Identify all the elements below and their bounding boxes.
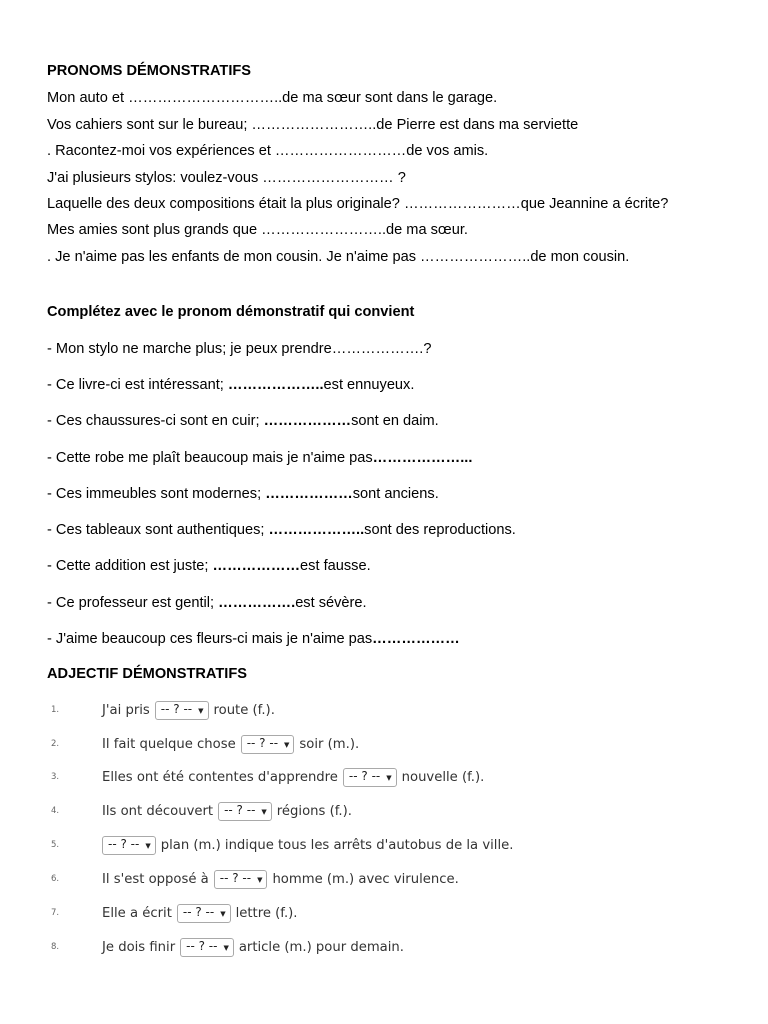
answer-blank: ……………. bbox=[218, 595, 296, 611]
item-text-after: lettre (f.). bbox=[235, 905, 298, 921]
section-title-adjectif: ADJECTIF DÉMONSTRATIFS bbox=[47, 666, 247, 682]
item-number: 7. bbox=[51, 908, 60, 918]
dropdown-arrow-icon: ▼ bbox=[261, 807, 267, 816]
demonstrative-select[interactable] bbox=[214, 870, 268, 889]
item-number: 4. bbox=[51, 806, 60, 816]
demonstrative-select[interactable] bbox=[180, 938, 234, 957]
exercise-line bbox=[47, 449, 472, 467]
dropdown-arrow-icon: ▼ bbox=[223, 943, 229, 952]
item-number: 1. bbox=[51, 705, 60, 715]
exercise-line: Vos cahiers sont sur le bureau; ……………………..de Pierre est dans ma serviette bbox=[47, 117, 579, 133]
exercise-text: sont anciens. bbox=[352, 486, 439, 502]
item-text-before: Il fait quelque chose bbox=[102, 736, 236, 752]
item-text-after: homme (m.) avec virulence. bbox=[272, 871, 459, 887]
demonstrative-select[interactable] bbox=[241, 735, 295, 754]
dropdown-arrow-icon: ▼ bbox=[220, 909, 226, 918]
exercise-line bbox=[47, 630, 460, 648]
select-value: -- ? -- bbox=[224, 802, 256, 817]
exercise-line: Laquelle des deux compositions était la plus originale? ……………………que Jeannine a écrite? bbox=[47, 196, 669, 212]
item-number: 8. bbox=[51, 942, 60, 952]
exercise-line bbox=[47, 340, 431, 358]
exercise-line bbox=[47, 485, 439, 503]
exercise-line: Mon auto et …………………………..de ma sœur sont dans le garage. bbox=[47, 90, 498, 106]
exercise-line: . Je n'aime pas les enfants de mon cousin. Je n'aime pas …………………..de mon cousin. bbox=[47, 249, 630, 265]
exercise-line bbox=[47, 557, 371, 575]
demonstrative-select[interactable] bbox=[218, 802, 272, 821]
select-value: -- ? -- bbox=[182, 904, 215, 919]
answer-blank: ……………… bbox=[212, 558, 301, 574]
exercise-text: est fausse. bbox=[300, 558, 371, 574]
dropdown-arrow-icon: ▼ bbox=[257, 875, 263, 884]
exercise-text: - J'aime beaucoup ces fleurs-ci mais je n'aime pas bbox=[47, 631, 373, 647]
item-text-before: Il s'est opposé à bbox=[102, 871, 209, 887]
item-text-before: J'ai pris bbox=[102, 702, 150, 718]
item-number: 5. bbox=[51, 840, 60, 850]
exercise-text: - Ces immeubles sont modernes; bbox=[47, 486, 266, 502]
exercise-line: Mes amies sont plus grands que ……………………..de ma sœur. bbox=[47, 222, 468, 238]
select-value: -- ? -- bbox=[219, 870, 252, 885]
item-text-after: nouvelle (f.). bbox=[401, 769, 485, 785]
exercise-line bbox=[47, 521, 516, 539]
exercise-line bbox=[47, 594, 367, 612]
exercise-text: sont des reproductions. bbox=[364, 522, 516, 538]
exercise-text: est sévère. bbox=[295, 595, 367, 611]
select-value: -- ? -- bbox=[160, 701, 193, 716]
exercise-text: - Ce livre-ci est intéressant; bbox=[47, 377, 228, 393]
item-text-after: soir (m.). bbox=[299, 736, 360, 752]
item-text-after: route (f.). bbox=[213, 702, 275, 718]
demonstrative-select[interactable] bbox=[102, 836, 156, 855]
demonstrative-select[interactable] bbox=[155, 701, 209, 720]
exercise-line bbox=[47, 412, 439, 430]
answer-blank: ……………….. bbox=[268, 522, 365, 538]
exercise-text: - Ce professeur est gentil; bbox=[47, 595, 219, 611]
item-text-before: Elle a écrit bbox=[102, 905, 172, 921]
item-text-after: plan (m.) indique tous les arrêts d'autobus de la ville. bbox=[160, 837, 514, 853]
dropdown-arrow-icon: ▼ bbox=[284, 740, 290, 749]
dropdown-arrow-icon: ▼ bbox=[145, 841, 151, 850]
exercise-line bbox=[47, 376, 414, 394]
section-title-pronoms: PRONOMS DÉMONSTRATIFS bbox=[47, 63, 252, 79]
answer-blank: ……………… bbox=[263, 413, 352, 429]
answer-blank: ……………… bbox=[265, 486, 353, 502]
select-value: -- ? -- bbox=[108, 836, 140, 851]
exercise-line: . Racontez-moi vos expériences et ………………………de vos amis. bbox=[47, 143, 489, 159]
dropdown-arrow-icon: ▼ bbox=[198, 706, 204, 715]
item-text-after: article (m.) pour demain. bbox=[238, 939, 404, 955]
item-text-before: Ils ont découvert bbox=[102, 803, 214, 819]
answer-blank: ………………... bbox=[372, 450, 473, 466]
exercise-line: J'ai plusieurs stylos: voulez-vous ……………………… ? bbox=[47, 170, 406, 186]
item-text-before: Je dois finir bbox=[102, 939, 176, 955]
item-text-before: Elles ont été contentes d'apprendre bbox=[102, 769, 338, 785]
select-value: -- ? -- bbox=[186, 938, 218, 953]
exercise-text: - Cette robe me plaît beaucoup mais je n'aime pas bbox=[47, 450, 373, 466]
exercise-text: - Ces chaussures-ci sont en cuir; bbox=[47, 413, 264, 429]
exercise-text: est ennuyeux. bbox=[323, 377, 415, 393]
demonstrative-select[interactable] bbox=[177, 904, 231, 923]
item-number: 3. bbox=[51, 772, 60, 782]
section-title-completez: Complétez avec le pronom démonstratif qui convient bbox=[47, 304, 415, 320]
item-number: 2. bbox=[51, 739, 60, 749]
item-number: 6. bbox=[51, 874, 60, 884]
demonstrative-select[interactable] bbox=[343, 768, 397, 787]
select-value: -- ? -- bbox=[246, 735, 279, 750]
answer-blank: ……………… bbox=[372, 631, 460, 647]
dropdown-arrow-icon: ▼ bbox=[386, 773, 392, 782]
exercise-text: - Mon stylo ne marche plus; je peux prendre……………….? bbox=[47, 341, 432, 357]
select-value: -- ? -- bbox=[348, 768, 381, 783]
exercise-text: - Cette addition est juste; bbox=[47, 558, 213, 574]
item-text-after: régions (f.). bbox=[276, 803, 352, 819]
exercise-text: sont en daim. bbox=[351, 413, 439, 429]
exercise-text: - Ces tableaux sont authentiques; bbox=[47, 522, 269, 538]
answer-blank: ……………….. bbox=[227, 377, 324, 393]
